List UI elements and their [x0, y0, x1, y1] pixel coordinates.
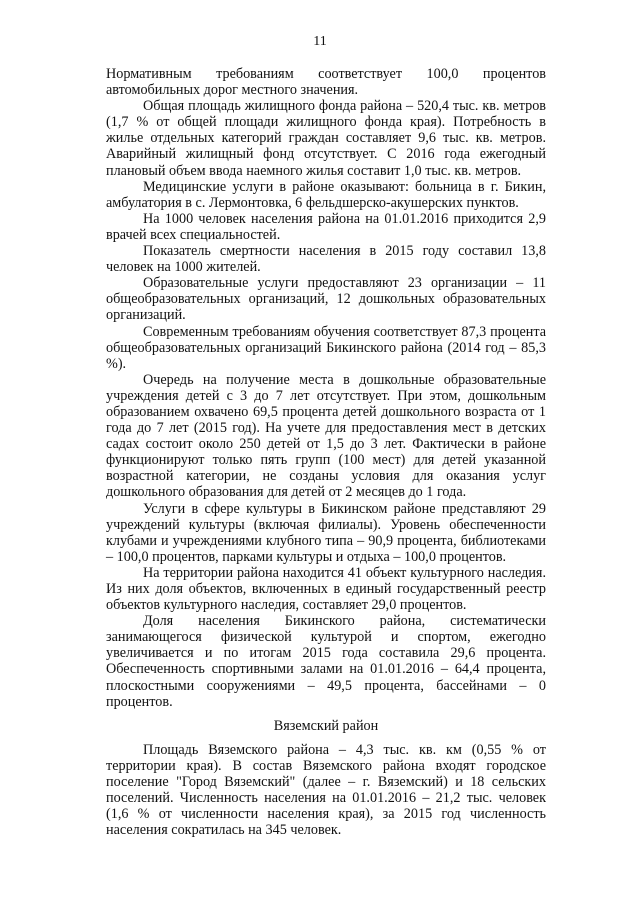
- paragraph-sport: Доля населения Бикинского района, систематически занимающегося физической культурой и спортом, ежегодно увеличивается и по итогам 2015 года составила 29,6 процента. Обеспеченность спортивными залами на 01.01.2016 – 64,4 процента, плоскостными сооружениями – 49,5 процента, бассейнами – 0 процентов.: [106, 613, 546, 710]
- paragraph-vyazemsky-area: Площадь Вяземского района – 4,3 тыс. кв. км (0,55 % от территории края). В состав Вяземского района входят городское поселение "Город Вяземский" (далее – г. Вяземский) и 18 сельских поселений. Численность населения на 01.01.2016 – 21,2 тыс. человек (1,6 % от численности населения края), за 2015 год численность населения сократилась на 345 человек.: [106, 741, 546, 839]
- paragraph-education: Образовательные услуги предоставляют 23 организации – 11 общеобразовательных организаций, 12 дошкольных образовательных организаций.: [106, 275, 546, 324]
- page-number: 11: [313, 34, 327, 49]
- paragraph-heritage: На территории района находится 41 объект культурного наследия. Из них доля объектов, включенных в единый государственный реестр объектов культурного наследия, составляет 29,0 процентов.: [106, 564, 546, 614]
- paragraph-medical: Медицинские услуги в районе оказывают: больница в г. Бикин, амбулатория в с. Лермонтовка, 6 фельдшерско-акушерских пунктов.: [106, 178, 546, 211]
- paragraph-mortality: Показатель смертности населения в 2015 году составил 13,8 человек на 1000 жителей.: [106, 243, 546, 276]
- section-heading: Вяземский район: [273, 717, 379, 734]
- paragraph-housing: Общая площадь жилищного фонда района – 520,4 тыс. кв. метров (1,7 % от общей площади жилищного фонда края). Потребность в жилье отдельных категорий граждан составляет 9,6 тыс. кв. метров. Аварийный жилищный фонд отсутствует. С 2016 года ежегодный плановый объем ввода наемного жилья составит 1,0 тыс. кв. метров.: [106, 98, 546, 179]
- document-body: [106, 66, 546, 838]
- paragraph-education-standards: Современным требованиям обучения соответствует 87,3 процента общеобразовательных организаций Бикинского района (2014 год – 85,3 %).: [106, 323, 546, 372]
- paragraph-doctors: На 1000 человек населения района на 01.01.2016 приходится 2,9 врачей всех специальностей.: [106, 210, 546, 243]
- paragraph-preschool: Очередь на получение места в дошкольные образовательные учреждения детей с 3 до 7 лет отсутствует. При этом, дошкольным образованием охвачено 69,5 процента детей дошкольного возраста от 1 года до 7 лет (2015 год). На учете для предоставления мест в детских садах состоит около 250 детей от 1,5 до 3 лет. Фактически в районе функционируют только пять групп (100 мест) для детей указанной возрастной категории, не созданы условия для оказания услуг дошкольного образования для детей от 2 месяцев до 1 года.: [106, 371, 546, 501]
- paragraph-roads: Нормативным требованиям соответствует 100,0 процентов автомобильных дорог местного значения.: [106, 66, 546, 99]
- paragraph-culture: Услуги в сфере культуры в Бикинском районе представляют 29 учреждений культуры (включая филиалы). Уровень обеспеченности клубами и учреждениями клубного типа – 90,9 процента, библиотеками – 100,0 процентов, парками культуры и отдыха – 100,0 процентов.: [106, 500, 546, 565]
